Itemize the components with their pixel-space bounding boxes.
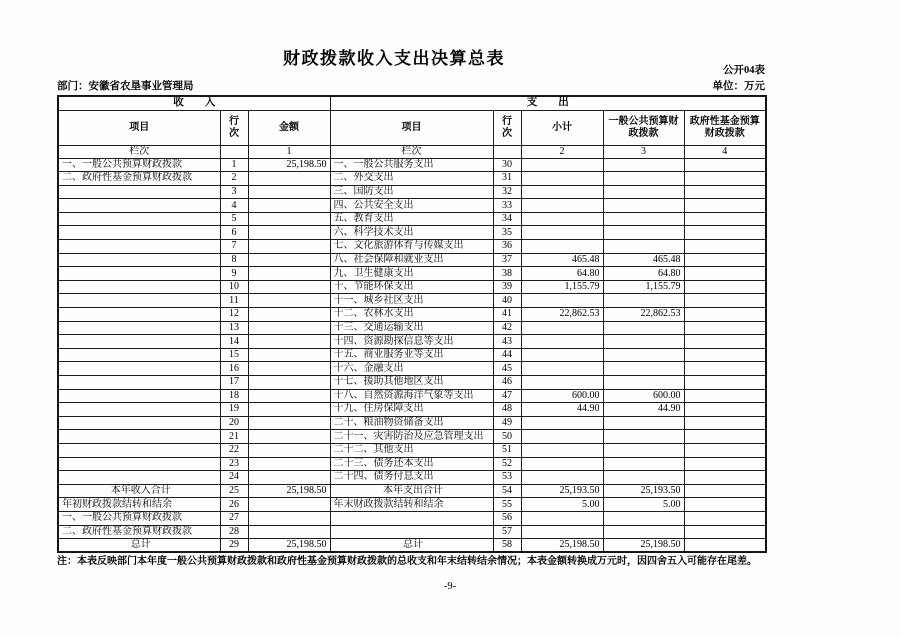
income-row-no-cell: 28	[220, 525, 248, 539]
table-row	[58, 335, 766, 349]
expense-subtotal-cell	[521, 348, 603, 362]
expense-general-budget-cell	[603, 226, 684, 240]
expense-general-budget-cell	[603, 416, 684, 430]
expense-general-budget-cell	[603, 430, 684, 444]
department-label: 部门：安徽省农垦事业管理局	[57, 81, 194, 92]
income-row-no-cell: 24	[220, 471, 248, 485]
income-item-cell	[58, 443, 220, 457]
expense-fund-index: 4	[684, 145, 766, 158]
expense-subtotal-cell	[521, 199, 603, 213]
income-row-no-cell: 14	[220, 335, 248, 349]
expense-gov-fund-cell	[684, 362, 766, 376]
expense-item-cell: 十四、资源勘探信息等支出	[330, 335, 493, 349]
expense-general-budget-cell	[603, 294, 684, 308]
expense-row-no-cell: 47	[493, 389, 521, 403]
expense-gov-fund-cell	[684, 430, 766, 444]
income-amount-cell	[248, 321, 330, 335]
income-amount-cell	[248, 443, 330, 457]
expense-gov-fund-cell	[684, 158, 766, 172]
expense-item-cell: 二十二、其他支出	[330, 443, 493, 457]
income-amount-cell	[248, 185, 330, 199]
expense-subtotal-cell	[521, 443, 603, 457]
expense-gov-fund-cell	[684, 348, 766, 362]
expense-row-no-cell: 45	[493, 362, 521, 376]
expense-gov-fund-cell	[684, 471, 766, 485]
expense-subtotal-cell	[521, 294, 603, 308]
income-item-cell	[58, 280, 220, 294]
expense-general-budget-cell	[603, 212, 684, 226]
expense-item-cell: 二十、粮油物资储备支出	[330, 416, 493, 430]
expense-gov-fund-cell	[684, 212, 766, 226]
income-item-cell	[58, 335, 220, 349]
income-item-cell: 一、一般公共预算财政拨款	[58, 158, 220, 172]
table-row	[58, 498, 766, 512]
expense-subtotal-cell: 44.90	[521, 403, 603, 417]
expense-gov-fund-cell	[684, 484, 766, 498]
expense-item-cell: 一、一般公共服务支出	[330, 158, 493, 172]
expense-general-budget-cell	[603, 199, 684, 213]
table-row	[58, 471, 766, 485]
expense-item-cell: 二十三、债务还本支出	[330, 457, 493, 471]
income-row-no-cell: 16	[220, 362, 248, 376]
income-row-no-cell: 11	[220, 294, 248, 308]
income-amount-cell	[248, 267, 330, 281]
income-row-no-cell: 13	[220, 321, 248, 335]
expense-row-no-cell: 33	[493, 199, 521, 213]
table-body	[58, 158, 766, 552]
income-amount-cell	[248, 525, 330, 539]
income-item-cell	[58, 240, 220, 254]
income-row-no-cell: 20	[220, 416, 248, 430]
income-item-cell	[58, 267, 220, 281]
expense-subtotal-cell	[521, 172, 603, 186]
expense-row-no-cell: 52	[493, 457, 521, 471]
expense-subtotal-cell	[521, 457, 603, 471]
expense-row-no-cell: 41	[493, 308, 521, 322]
income-row-no-cell: 23	[220, 457, 248, 471]
income-item-header: 项目	[58, 110, 220, 145]
expense-row-no-cell: 53	[493, 471, 521, 485]
expense-row-no-cell: 58	[493, 539, 521, 553]
expense-row-no-cell: 48	[493, 403, 521, 417]
table-row	[58, 308, 766, 322]
table-row	[58, 158, 766, 172]
income-item-cell	[58, 471, 220, 485]
income-row-no-cell: 12	[220, 308, 248, 322]
expense-item-cell	[330, 525, 493, 539]
income-amount-cell	[248, 294, 330, 308]
income-row-no-cell: 10	[220, 280, 248, 294]
income-item-cell	[58, 294, 220, 308]
income-item-cell	[58, 403, 220, 417]
footnote: 注：本表反映部门本年度一般公共预算财政拨款和政府性基金预算财政拨款的总收支和年末结转结余情况；本表金额转换成万元时，因四舍五入可能存在尾差。	[57, 556, 757, 567]
income-row-no-cell: 8	[220, 253, 248, 267]
expense-gov-fund-cell	[684, 172, 766, 186]
income-item-cell	[58, 199, 220, 213]
expense-item-cell: 十二、农林水支出	[330, 308, 493, 322]
expense-gov-fund-cell	[684, 267, 766, 281]
table-row	[58, 457, 766, 471]
expense-general-budget-cell	[603, 443, 684, 457]
expense-gov-fund-cell	[684, 389, 766, 403]
table-row	[58, 539, 766, 553]
income-item-cell: 年初财政拨款结转和结余	[58, 498, 220, 512]
expense-general-budget-cell	[603, 321, 684, 335]
expense-subtotal-cell	[521, 240, 603, 254]
income-item-cell: 总计	[58, 539, 220, 553]
expense-row-no-cell: 56	[493, 511, 521, 525]
income-amount-cell	[248, 471, 330, 485]
income-amount-cell	[248, 403, 330, 417]
expense-item-cell: 二、外交支出	[330, 172, 493, 186]
expense-subtotal-index: 2	[521, 145, 603, 158]
income-row-no-cell: 21	[220, 430, 248, 444]
expense-item-cell: 十六、金融支出	[330, 362, 493, 376]
income-item-cell: 本年收入合计	[58, 484, 220, 498]
expense-item-cell: 十三、交通运输支出	[330, 321, 493, 335]
expense-item-cell: 年末财政拨款结转和结余	[330, 498, 493, 512]
form-code-label: 公开04表	[723, 65, 765, 76]
table-row	[58, 389, 766, 403]
income-amount-cell	[248, 362, 330, 376]
income-row-no-cell: 1	[220, 158, 248, 172]
expense-general-budget-cell	[603, 457, 684, 471]
income-row-no-cell: 5	[220, 212, 248, 226]
income-item-cell	[58, 389, 220, 403]
expense-subtotal-cell: 1,155.79	[521, 280, 603, 294]
income-row-no-cell: 17	[220, 376, 248, 390]
table-row	[58, 172, 766, 186]
income-row-no-cell: 6	[220, 226, 248, 240]
income-row-no-cell: 3	[220, 185, 248, 199]
income-amount-cell	[248, 335, 330, 349]
expense-item-header: 项目	[330, 110, 493, 145]
expense-row-no-cell: 35	[493, 226, 521, 240]
income-col-index: 1	[248, 145, 330, 158]
expense-row-no-cell: 39	[493, 280, 521, 294]
expense-row-no-cell: 42	[493, 321, 521, 335]
expense-row-no-cell: 46	[493, 376, 521, 390]
expense-gov-fund-cell	[684, 416, 766, 430]
table-row	[58, 185, 766, 199]
expense-subtotal-cell	[521, 376, 603, 390]
expense-subtotal-cell	[521, 212, 603, 226]
expense-subtotal-cell: 25,198.50	[521, 539, 603, 553]
expense-gov-fund-cell	[684, 185, 766, 199]
expense-general-budget-cell	[603, 335, 684, 349]
expense-item-cell: 三、国防支出	[330, 185, 493, 199]
income-row-no-cell: 29	[220, 539, 248, 553]
expense-gov-fund-cell	[684, 199, 766, 213]
expense-general-budget-cell: 5.00	[603, 498, 684, 512]
expense-row-no-cell: 37	[493, 253, 521, 267]
income-row-no-cell: 22	[220, 443, 248, 457]
expense-gov-fund-cell	[684, 457, 766, 471]
income-amount-cell	[248, 199, 330, 213]
page-number: -9-	[443, 581, 457, 592]
expense-row-no-cell: 32	[493, 185, 521, 199]
income-rowno-index	[220, 145, 248, 158]
table-row	[58, 348, 766, 362]
expense-item-cell	[330, 511, 493, 525]
income-amount-cell	[248, 389, 330, 403]
table-row	[58, 416, 766, 430]
expense-item-cell: 二十四、债务付息支出	[330, 471, 493, 485]
expense-subtotal-cell	[521, 511, 603, 525]
expense-row-no-cell: 49	[493, 416, 521, 430]
income-index-label: 栏次	[58, 145, 220, 158]
income-amount-header: 金额	[248, 110, 330, 145]
expense-subtotal-cell: 5.00	[521, 498, 603, 512]
income-item-cell	[58, 362, 220, 376]
table-row	[58, 376, 766, 390]
expense-general-budget-cell: 25,198.50	[603, 539, 684, 553]
income-amount-cell	[248, 430, 330, 444]
expense-gov-fund-cell	[684, 443, 766, 457]
expense-subtotal-cell	[521, 525, 603, 539]
expense-general-budget-cell	[603, 362, 684, 376]
meta-line	[57, 78, 765, 93]
income-amount-cell	[248, 226, 330, 240]
income-amount-cell	[248, 212, 330, 226]
expense-subtotal-cell	[521, 471, 603, 485]
table-row	[58, 443, 766, 457]
income-row-no-cell: 2	[220, 172, 248, 186]
income-amount-cell	[248, 308, 330, 322]
income-item-cell	[58, 416, 220, 430]
table-row	[58, 280, 766, 294]
expense-row-no-cell: 36	[493, 240, 521, 254]
expense-general-budget-cell	[603, 185, 684, 199]
expense-gov-fund-cell	[684, 498, 766, 512]
table-row	[58, 484, 766, 498]
expense-gov-fund-cell	[684, 253, 766, 267]
fiscal-appropriation-table	[57, 95, 767, 553]
expense-subtotal-cell	[521, 362, 603, 376]
expense-item-cell: 五、教育支出	[330, 212, 493, 226]
table-row	[58, 362, 766, 376]
section-banner-row	[58, 96, 766, 110]
income-item-cell: 一、一般公共预算财政拨款	[58, 511, 220, 525]
table-row	[58, 240, 766, 254]
expense-item-cell: 十五、商业服务业等支出	[330, 348, 493, 362]
income-row-no-cell: 25	[220, 484, 248, 498]
column-index-row	[58, 145, 766, 158]
expense-general-budget-cell: 25,193.50	[603, 484, 684, 498]
expense-row-no-cell: 30	[493, 158, 521, 172]
expense-row-no-cell: 31	[493, 172, 521, 186]
income-row-no-cell: 26	[220, 498, 248, 512]
income-amount-cell: 25,198.50	[248, 158, 330, 172]
table-row	[58, 253, 766, 267]
expense-index-label: 栏次	[330, 145, 493, 158]
expense-subtotal-cell	[521, 321, 603, 335]
expense-subtotal-cell: 465.48	[521, 253, 603, 267]
income-section-header: 收 入	[58, 96, 330, 110]
table-row	[58, 511, 766, 525]
income-item-cell: 二、政府性基金预算财政拨款	[58, 525, 220, 539]
expense-general-budget-cell	[603, 511, 684, 525]
income-row-no-cell: 15	[220, 348, 248, 362]
expense-row-no-cell: 40	[493, 294, 521, 308]
table-row	[58, 199, 766, 213]
expense-subtotal-cell	[521, 158, 603, 172]
expense-subtotal-cell	[521, 416, 603, 430]
income-amount-cell	[248, 376, 330, 390]
table-row	[58, 525, 766, 539]
expense-row-no-cell: 43	[493, 335, 521, 349]
expense-item-cell: 十九、住房保障支出	[330, 403, 493, 417]
expense-general-budget-cell: 44.90	[603, 403, 684, 417]
expense-gov-fund-cell	[684, 511, 766, 525]
income-row-no-cell: 19	[220, 403, 248, 417]
income-row-no-cell: 4	[220, 199, 248, 213]
table-row	[58, 226, 766, 240]
expense-subtotal-cell: 64.80	[521, 267, 603, 281]
income-item-cell	[58, 376, 220, 390]
expense-item-cell: 九、卫生健康支出	[330, 267, 493, 281]
table-row	[58, 267, 766, 281]
expense-item-cell: 四、公共安全支出	[330, 199, 493, 213]
page-title: 财政拨款收入支出决算总表	[283, 49, 505, 68]
income-amount-cell	[248, 511, 330, 525]
income-amount-cell	[248, 498, 330, 512]
income-item-cell	[58, 212, 220, 226]
expense-subtotal-cell: 25,193.50	[521, 484, 603, 498]
income-amount-cell	[248, 348, 330, 362]
income-item-cell	[58, 185, 220, 199]
expense-general-budget-cell	[603, 376, 684, 390]
expense-subtotal-cell: 600.00	[521, 389, 603, 403]
income-amount-cell	[248, 240, 330, 254]
expense-item-cell: 十七、援助其他地区支出	[330, 376, 493, 390]
income-item-cell	[58, 348, 220, 362]
expense-gov-fund-cell	[684, 240, 766, 254]
income-item-cell: 二、政府性基金预算财政拨款	[58, 172, 220, 186]
expense-item-cell: 七、文化旅游体育与传媒支出	[330, 240, 493, 254]
income-amount-cell	[248, 280, 330, 294]
income-row-no-header: 行次	[220, 110, 248, 145]
expense-row-no-cell: 44	[493, 348, 521, 362]
expense-row-no-cell: 57	[493, 525, 521, 539]
expense-row-no-cell: 51	[493, 443, 521, 457]
expense-subtotal-cell	[521, 185, 603, 199]
table-row	[58, 321, 766, 335]
income-amount-cell	[248, 457, 330, 471]
expense-subtotal-cell	[521, 226, 603, 240]
income-item-cell	[58, 226, 220, 240]
expense-gov-fund-cell	[684, 525, 766, 539]
income-amount-cell: 25,198.50	[248, 539, 330, 553]
expense-rowno-index	[493, 145, 521, 158]
expense-row-no-cell: 34	[493, 212, 521, 226]
expense-item-cell: 二十一、灾害防治及应急管理支出	[330, 430, 493, 444]
income-item-cell	[58, 308, 220, 322]
income-amount-cell: 25,198.50	[248, 484, 330, 498]
expense-gov-fund-cell	[684, 335, 766, 349]
unit-label: 单位：万元	[712, 81, 765, 92]
expense-general-budget-cell	[603, 172, 684, 186]
expense-item-cell: 十八、自然资源海洋气象等支出	[330, 389, 493, 403]
expense-general-budget-cell	[603, 525, 684, 539]
expense-gov-fund-cell	[684, 308, 766, 322]
income-amount-cell	[248, 416, 330, 430]
expense-row-no-cell: 54	[493, 484, 521, 498]
expense-row-no-cell: 50	[493, 430, 521, 444]
expense-item-cell: 十、节能环保支出	[330, 280, 493, 294]
expense-subtotal-cell	[521, 335, 603, 349]
income-item-cell	[58, 321, 220, 335]
table-row	[58, 430, 766, 444]
income-row-no-cell: 18	[220, 389, 248, 403]
expense-gov-fund-cell	[684, 294, 766, 308]
expense-row-no-header: 行次	[493, 110, 521, 145]
expense-general-budget-cell	[603, 240, 684, 254]
expense-general-budget-cell: 600.00	[603, 389, 684, 403]
expense-gov-fund-cell	[684, 226, 766, 240]
expense-general-budget-cell: 64.80	[603, 267, 684, 281]
expense-general-budget-cell: 1,155.79	[603, 280, 684, 294]
expense-gov-fund-cell	[684, 376, 766, 390]
income-row-no-cell: 7	[220, 240, 248, 254]
expense-gov-fund-cell	[684, 321, 766, 335]
expense-item-cell: 总计	[330, 539, 493, 553]
income-amount-cell	[248, 253, 330, 267]
expense-gov-fund-cell	[684, 280, 766, 294]
expense-subtotal-header: 小计	[521, 110, 603, 145]
income-item-cell	[58, 253, 220, 267]
income-amount-cell	[248, 172, 330, 186]
expense-item-cell: 十一、城乡社区支出	[330, 294, 493, 308]
income-row-no-cell: 9	[220, 267, 248, 281]
expense-row-no-cell: 55	[493, 498, 521, 512]
expense-general-budget-cell	[603, 471, 684, 485]
expense-gov-fund-cell	[684, 403, 766, 417]
expense-gov-fund-budget-header: 政府性基金预算财政拨款	[684, 110, 766, 145]
expense-general-budget-cell	[603, 348, 684, 362]
table-row	[58, 294, 766, 308]
expense-general-budget-cell	[603, 158, 684, 172]
expense-subtotal-cell: 22,862.53	[521, 308, 603, 322]
expense-section-header: 支 出	[330, 96, 766, 110]
column-header-row	[58, 110, 766, 145]
income-item-cell	[58, 457, 220, 471]
expense-item-cell: 本年支出合计	[330, 484, 493, 498]
expense-general-budget-cell: 465.48	[603, 253, 684, 267]
table-row	[58, 212, 766, 226]
expense-gov-fund-cell	[684, 539, 766, 553]
expense-general-index: 3	[603, 145, 684, 158]
table-row	[58, 403, 766, 417]
expense-general-budget-cell: 22,862.53	[603, 308, 684, 322]
expense-subtotal-cell	[521, 430, 603, 444]
expense-general-budget-header: 一般公共预算财政拨款	[603, 110, 684, 145]
income-item-cell	[58, 430, 220, 444]
expense-row-no-cell: 38	[493, 267, 521, 281]
expense-item-cell: 八、社会保障和就业支出	[330, 253, 493, 267]
income-row-no-cell: 27	[220, 511, 248, 525]
expense-item-cell: 六、科学技术支出	[330, 226, 493, 240]
